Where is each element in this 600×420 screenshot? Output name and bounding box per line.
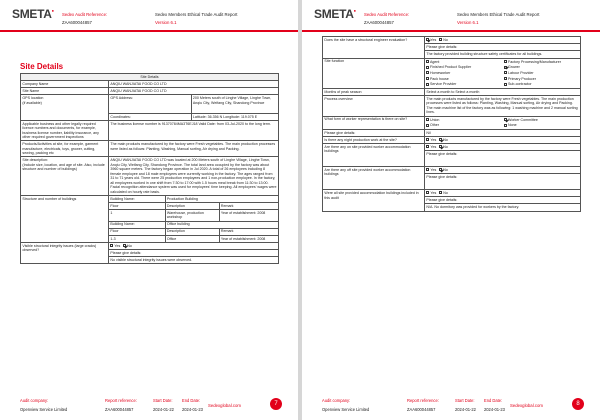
night-yes-option[interactable]: Yes xyxy=(426,138,436,142)
offsite-no-option[interactable]: No xyxy=(439,168,448,172)
building2-floor: 1-3 xyxy=(109,235,165,242)
onsite-accommodation-options xyxy=(425,144,581,151)
site-name-value: ANQIU WANJIATAI FOOD CO LTD xyxy=(109,88,279,95)
peak-season-select[interactable]: Select a month to Select a month xyxy=(425,89,581,96)
site-function-cell xyxy=(425,58,581,88)
header-rule xyxy=(302,30,600,32)
function-option-pack-house[interactable]: Pack house xyxy=(425,76,503,82)
onsite-no-option[interactable]: No xyxy=(439,145,448,149)
checkbox-checked-icon[interactable] xyxy=(439,138,442,141)
offsite-accommodation-label: Are there any off site provided worker accommodation buildings xyxy=(323,167,425,190)
building1-remark: Year of establishment: 2008 xyxy=(219,210,279,222)
company-name-value: ANQIU WANJIATAI FOOD CO LTD xyxy=(109,81,279,88)
audit-company-label: Audit company: xyxy=(322,398,351,403)
offsite-accommodation-options xyxy=(425,167,581,174)
floor-header: Floor xyxy=(109,202,165,209)
structure-cell xyxy=(109,195,279,242)
report-reference-label: Report reference: xyxy=(407,398,439,403)
representation-option-other[interactable]: Other xyxy=(425,123,503,129)
representation-option-worker-committee[interactable]: Worker Committee xyxy=(503,117,581,123)
representation-details-label: Please give details: xyxy=(323,129,425,136)
report-title: Sedex Members Ethical Trade Audit Report xyxy=(155,12,238,17)
description-header: Description xyxy=(165,228,219,235)
audit-company-label: Audit company: xyxy=(20,398,49,403)
start-date-label: Start Date: xyxy=(153,398,173,403)
building1-label: Building Name: xyxy=(109,196,165,203)
floor-header: Floor xyxy=(109,228,165,235)
sedex-website-link[interactable]: Sedexglobal.com xyxy=(208,403,241,408)
representation-details: Nil xyxy=(425,129,581,136)
start-date: 2024-01-22 xyxy=(455,407,476,412)
checkbox-icon[interactable] xyxy=(426,124,429,127)
end-date-label: End Date: xyxy=(182,398,201,403)
business-license-value: The business license number is 91370784MA3T6EJ18 Valid Date: from 03-Jul-2020 to the long term. xyxy=(109,120,279,141)
engineer-details-label: Please give details: xyxy=(426,44,458,49)
building2-label: Building Name: xyxy=(109,221,165,228)
onsite-yes-option[interactable]: Yes xyxy=(426,145,436,149)
report-page-8 xyxy=(302,0,600,420)
onsite-accommodation-label: Are there any on site provided worker accommodation buildings xyxy=(323,144,425,167)
function-option-service-provider[interactable]: Service Provider xyxy=(425,82,503,88)
audit-company: Openview Service Limited xyxy=(20,407,68,412)
integrity-details-label: Please give details: xyxy=(110,250,142,255)
peak-season-label: Months of peak season xyxy=(323,89,425,96)
representation-option-union[interactable]: Union xyxy=(425,117,503,123)
accommodation-included-label: Were all site provided accommodation buildings included in this audit xyxy=(323,190,425,211)
report-page-7 xyxy=(0,0,298,420)
buildings-table xyxy=(109,196,279,242)
checkbox-icon[interactable] xyxy=(504,77,507,80)
checkbox-icon[interactable] xyxy=(504,71,507,74)
function-option-labour-provider[interactable]: Labour Provider xyxy=(503,70,581,76)
accommodation-included-details-label: Please give details: xyxy=(425,197,581,204)
remark-header: Remark xyxy=(219,202,279,209)
checkbox-icon[interactable] xyxy=(426,83,429,86)
building1-description: Warehouse, production workshop xyxy=(165,210,219,222)
page-footer xyxy=(0,396,298,420)
table-heading: Site Details xyxy=(21,74,279,81)
checkbox-checked-icon[interactable] xyxy=(439,145,442,148)
checkbox-checked-icon[interactable] xyxy=(504,118,507,121)
representation-cell xyxy=(425,116,581,129)
report-reference: ZAA600044857 xyxy=(105,407,134,412)
products-label: Products/Activities at site, for example, garment manufacture, electricals, toys, grower, cutting, sewing, packing etc xyxy=(21,141,109,157)
process-overview-value: The main products manufactured by the factory were Fresh vegetables. The main production processes were listed as follows: Planting, Washing, Manual sorting, Air drying and Packing. The main machine list of the factory was as following: 1 washing machine and 2 manual sorting lines. xyxy=(425,96,581,117)
checkbox-icon[interactable] xyxy=(426,191,429,194)
report-reference-label: Report reference: xyxy=(105,398,137,403)
report-version: Version 6.1 xyxy=(457,20,479,25)
sedex-website-link[interactable]: Sedexglobal.com xyxy=(510,403,543,408)
function-option-homeworker[interactable]: Homeworker xyxy=(425,70,503,76)
building2-description: Office xyxy=(165,235,219,242)
end-date: 2024-01-23 xyxy=(182,407,203,412)
checkbox-icon[interactable] xyxy=(426,66,429,69)
building2-remark: Year of establishment: 2008 xyxy=(219,235,279,242)
site-function-label: Site function xyxy=(323,58,425,88)
building1-floor: 1 xyxy=(109,210,165,222)
company-name-label: Company Name xyxy=(21,81,109,88)
offsite-yes-option[interactable]: Yes xyxy=(426,168,436,172)
checkbox-icon[interactable] xyxy=(426,145,429,148)
representation-options xyxy=(425,117,581,128)
end-date-label: End Date: xyxy=(484,398,503,403)
audit-reference: ZAA600044857 xyxy=(364,20,394,25)
representation-label: What form of worker representation is there on site? xyxy=(323,116,425,129)
products-value: The main products manufactured by the factory were Fresh vegetables. The main production processes were listed as follows: Planting, Washing, Manual sorting, Air drying and Packing. xyxy=(109,141,279,157)
gps-address-value: 200 Meters south of Linghe Village, Linghe Town, Anqiu City, Weifang City, Shandong Province xyxy=(191,95,279,113)
checkbox-icon[interactable] xyxy=(426,77,429,80)
checkbox-icon[interactable] xyxy=(504,124,507,127)
start-date-label: Start Date: xyxy=(455,398,475,403)
integrity-details-cell xyxy=(109,249,279,264)
description-header: Description xyxy=(165,202,219,209)
function-option-sub-contractor[interactable]: Sub-contractor xyxy=(503,82,581,88)
integrity-options xyxy=(109,242,279,249)
function-option-agent[interactable]: Agent xyxy=(425,59,503,65)
page-number: 7 xyxy=(270,398,282,410)
header-rule xyxy=(0,30,298,32)
page-number: 8 xyxy=(572,398,584,410)
night-production-options xyxy=(425,137,581,144)
checkbox-icon[interactable] xyxy=(426,168,429,171)
checkbox-checked-icon[interactable] xyxy=(123,244,126,247)
engineer-details: The factory provided building structure safety certificates for all buildings. xyxy=(425,50,580,56)
end-date: 2024-01-23 xyxy=(484,407,505,412)
site-function-options xyxy=(425,59,581,87)
checkbox-icon[interactable] xyxy=(439,38,442,41)
checkbox-icon[interactable] xyxy=(426,60,429,63)
accommodation-included-details: N/A. No dormitory was provided for workers by the factory. xyxy=(425,204,581,211)
offsite-details-label: Please give details: xyxy=(425,174,581,190)
page-header xyxy=(302,0,600,30)
checkbox-icon[interactable] xyxy=(426,118,429,121)
night-no-option[interactable]: No xyxy=(439,138,448,142)
site-name-label: Site Name xyxy=(21,88,109,95)
process-overview-label: Process overview xyxy=(323,96,425,117)
coordinates-value: Latitude: 36.356 N Longitude: 119.075 E xyxy=(191,113,279,120)
report-reference: ZAA600044857 xyxy=(407,407,436,412)
gps-table xyxy=(109,95,279,120)
smeta-logo: SMETA● xyxy=(12,7,54,21)
engineer-options xyxy=(425,37,581,44)
representation-option-none[interactable]: None xyxy=(503,123,581,129)
smeta-logo: SMETA● xyxy=(314,7,356,21)
integrity-no-option[interactable]: No xyxy=(123,244,132,248)
checkbox-icon[interactable] xyxy=(504,83,507,86)
onsite-details-label: Please give details: xyxy=(425,151,581,167)
checkbox-icon[interactable] xyxy=(426,138,429,141)
audit-reference: ZAA600044857 xyxy=(62,20,92,25)
remark-header: Remark xyxy=(219,228,279,235)
included-no-option[interactable]: No xyxy=(439,191,448,195)
function-option-factory[interactable]: Factory Processing/Manufacturer xyxy=(503,59,581,65)
checkbox-checked-icon[interactable] xyxy=(439,168,442,171)
integrity-yes-option[interactable]: Yes xyxy=(110,244,120,248)
engineer-yes-option[interactable]: Yes xyxy=(426,38,436,42)
gps-address-label: GPS Address: xyxy=(109,95,191,113)
checkbox-checked-icon[interactable] xyxy=(426,38,429,41)
page-footer xyxy=(302,396,600,420)
report-title: Sedex Members Ethical Trade Audit Report xyxy=(457,12,540,17)
audit-company: Openview Service Limited xyxy=(322,407,370,412)
checkbox-icon[interactable] xyxy=(504,60,507,63)
engineer-label: Does the site have a structural engineer evaluation? xyxy=(323,37,425,59)
checkbox-icon[interactable] xyxy=(426,71,429,74)
structure-label: Structure and number of buildings xyxy=(21,195,109,242)
audit-reference-label: Sedex Audit Reference: xyxy=(62,12,108,17)
start-date: 2024-01-22 xyxy=(153,407,174,412)
checkbox-icon[interactable] xyxy=(110,244,113,247)
integrity-details: No visible structural integrity issues were observed. xyxy=(109,256,278,262)
page-title: Site Details xyxy=(20,62,64,71)
coordinates-label: Coordinates: xyxy=(109,113,191,120)
function-option-primary-producer[interactable]: Primary Producer xyxy=(503,76,581,82)
night-production-label: Is there any night production work at the site? xyxy=(323,137,425,144)
audit-reference-label: Sedex Audit Reference: xyxy=(364,12,410,17)
site-description-label: Site description: (Include size, location, and age of site. Also, include structure and number of buildings) xyxy=(21,157,109,195)
building2-name: Office building xyxy=(165,221,279,228)
integrity-label: Visible structural integrity issues (large cracks) observed? xyxy=(21,242,109,264)
function-option-grower[interactable]: Grower xyxy=(503,65,581,71)
engineer-details-cell xyxy=(425,44,581,59)
checkbox-icon[interactable] xyxy=(439,191,442,194)
site-details-continued-table xyxy=(322,36,581,212)
business-license-label: Applicable business and other legally required licence numbers and documents, for example, business license number, liability insurance, any other required government inspections xyxy=(21,120,109,141)
included-yes-option[interactable]: Yes xyxy=(426,191,436,195)
checkbox-checked-icon[interactable] xyxy=(504,66,507,69)
gps-cell xyxy=(109,95,279,121)
accommodation-included-options xyxy=(425,190,581,197)
site-description-value: ANQIU WANJIATAI FOOD CO LTD was located at 200 Meters south of Linghe Village, Linghe Town, Anqiu City, Weifang City, Shandong Province. The total land area occupied by the factory was about 3960 square meters. The factory began operation in Jul 2020. A total of 26 employees including 8 female employee and 18 male employees were currently working in the factory. The ages ranged from 31 to 71 years old. There were 25 production employees and 1 non-production employee. In the factory, all employees worked in one shift from 7:30 to 17:00 with 1.5 hours meal break from 11:30 to 13:00. Facial recognition attendance system was used for employees' time keeping. All employees' wages were calculated on hourly rate basis. xyxy=(110,158,277,194)
building1-name: Production Building xyxy=(165,196,279,203)
gps-label: GPS location (if available) xyxy=(21,95,109,121)
site-details-table xyxy=(20,73,279,264)
function-option-finished-product-supplier[interactable]: Finished Product Supplier xyxy=(425,65,503,71)
report-version: Version 6.1 xyxy=(155,20,177,25)
page-header xyxy=(0,0,298,30)
engineer-no-option[interactable]: No xyxy=(439,38,448,42)
